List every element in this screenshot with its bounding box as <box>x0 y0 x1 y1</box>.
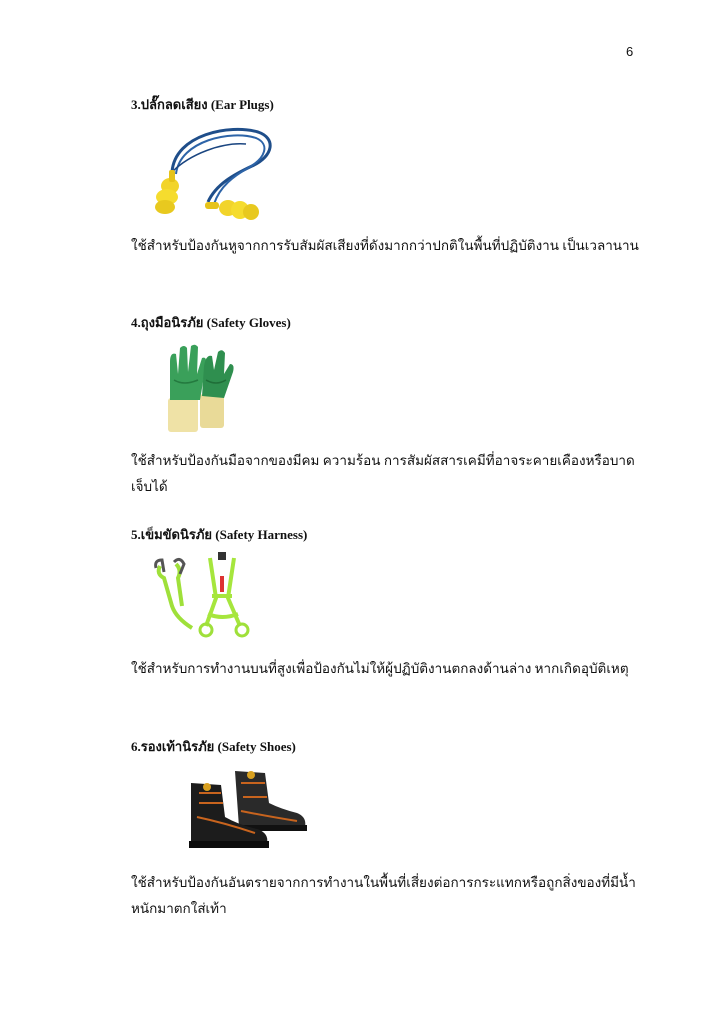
safety-harness-icon <box>152 548 257 648</box>
safety-gloves-icon <box>160 340 245 440</box>
description-safety-shoes: ใช้สำหรับป้องกันอันตรายจากการทำงานในพื้นที่เสี่ยงต่อการกระแทกหรือถูกสิ่งของที่มีน้ำหนักมาตกใส่เท้า <box>131 875 636 916</box>
description-ear-plugs: ใช้สำหรับป้องกันหูจากการรับสัมผัสเสียงที่ดังมากกว่าปกติในพื้นที่ปฏิบัติงาน เป็นเวลานาน <box>131 238 639 253</box>
ear-plugs-icon <box>150 124 275 224</box>
heading-ear-plugs: 3.ปลั๊กลดเสียง (Ear Plugs) <box>131 97 274 112</box>
description-safety-gloves: ใช้สำหรับป้องกันมือจากของมีคม ความร้อน การสัมผัสสารเคมีที่อาจระคายเคืองหรือบาดเจ็บได้ <box>131 453 635 494</box>
safety-shoes-icon <box>185 763 310 853</box>
heading-safety-harness: 5.เข็มขัดนิรภัย (Safety Harness) <box>131 527 308 542</box>
heading-safety-gloves: 4.ถุงมือนิรภัย (Safety Gloves) <box>131 315 291 330</box>
page-number: 6 <box>626 44 634 59</box>
heading-safety-shoes: 6.รองเท้านิรภัย (Safety Shoes) <box>131 739 296 754</box>
description-safety-harness: ใช้สำหรับการทำงานบนที่สูงเพื่อป้องกันไม่ให้ผู้ปฏิบัติงานตกลงด้านล่าง หากเกิดอุบัติเหตุ <box>131 661 629 676</box>
